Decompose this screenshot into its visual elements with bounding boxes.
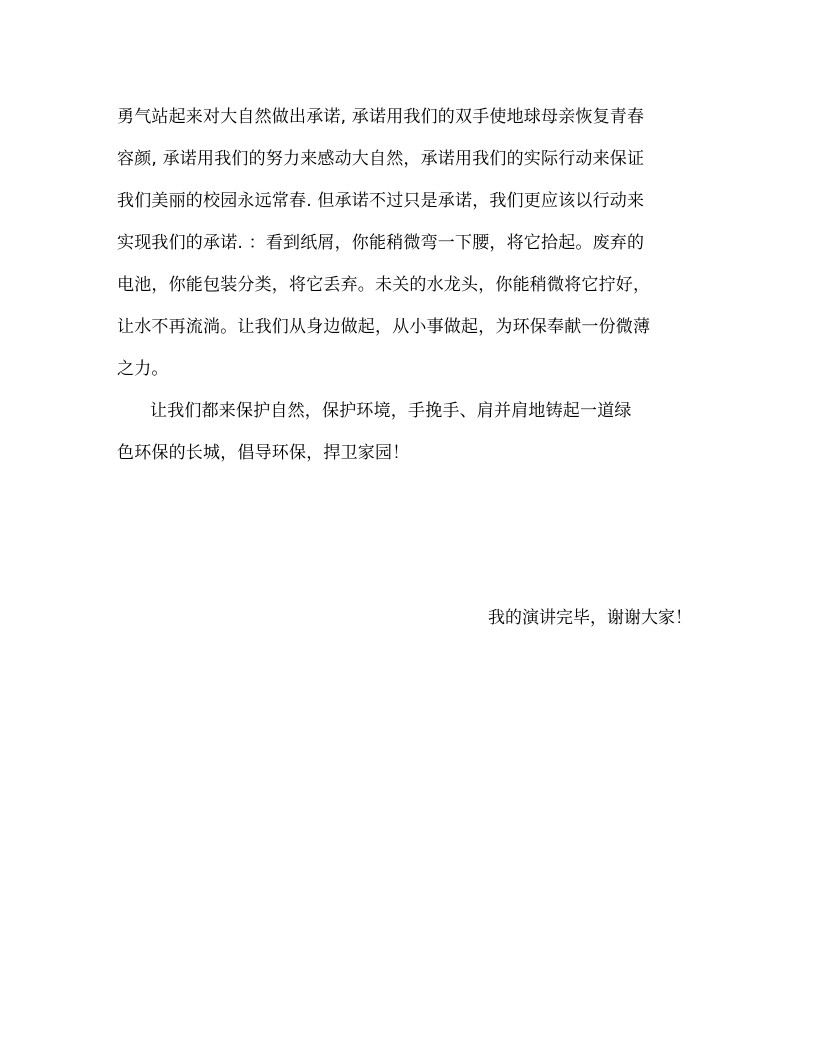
paragraph-2-line-2: 色环保的长城，倡导环保，捍卫家园！ bbox=[117, 443, 410, 463]
paragraph-2-line-1: 让我们都来保护自然，保护环境，手挽手、肩并肩地铸起一道绿 bbox=[150, 401, 632, 421]
paragraph-1-line-2: 容颜, 承诺用我们的努力来感动大自然，承诺用我们的实际行动来保证 bbox=[117, 149, 645, 169]
paragraph-1-line-5: 电池，你能包装分类，将它丢弃。未关的水龙头，你能稍微将它拧好， bbox=[117, 275, 651, 295]
paragraph-1-line-1: 勇气站起来对大自然做出承诺, 承诺用我们的双手使地球母亲恢复青春 bbox=[117, 107, 645, 127]
paragraph-1-line-3: 我们美丽的校园永远常春. 但承诺不过只是承诺，我们更应该以行动来 bbox=[117, 191, 645, 211]
paragraph-1-line-7: 之力。 bbox=[117, 359, 169, 379]
closing-remark: 我的演讲完毕，谢谢大家！ bbox=[488, 608, 692, 628]
paragraph-1-line-6: 让水不再流淌。让我们从身边做起，从小事做起，为环保奉献一份微薄 bbox=[117, 317, 651, 337]
paragraph-1-line-4: 实现我们的承诺. ：看到纸屑，你能稍微弯一下腰，将它拾起。废弃的 bbox=[117, 233, 645, 253]
